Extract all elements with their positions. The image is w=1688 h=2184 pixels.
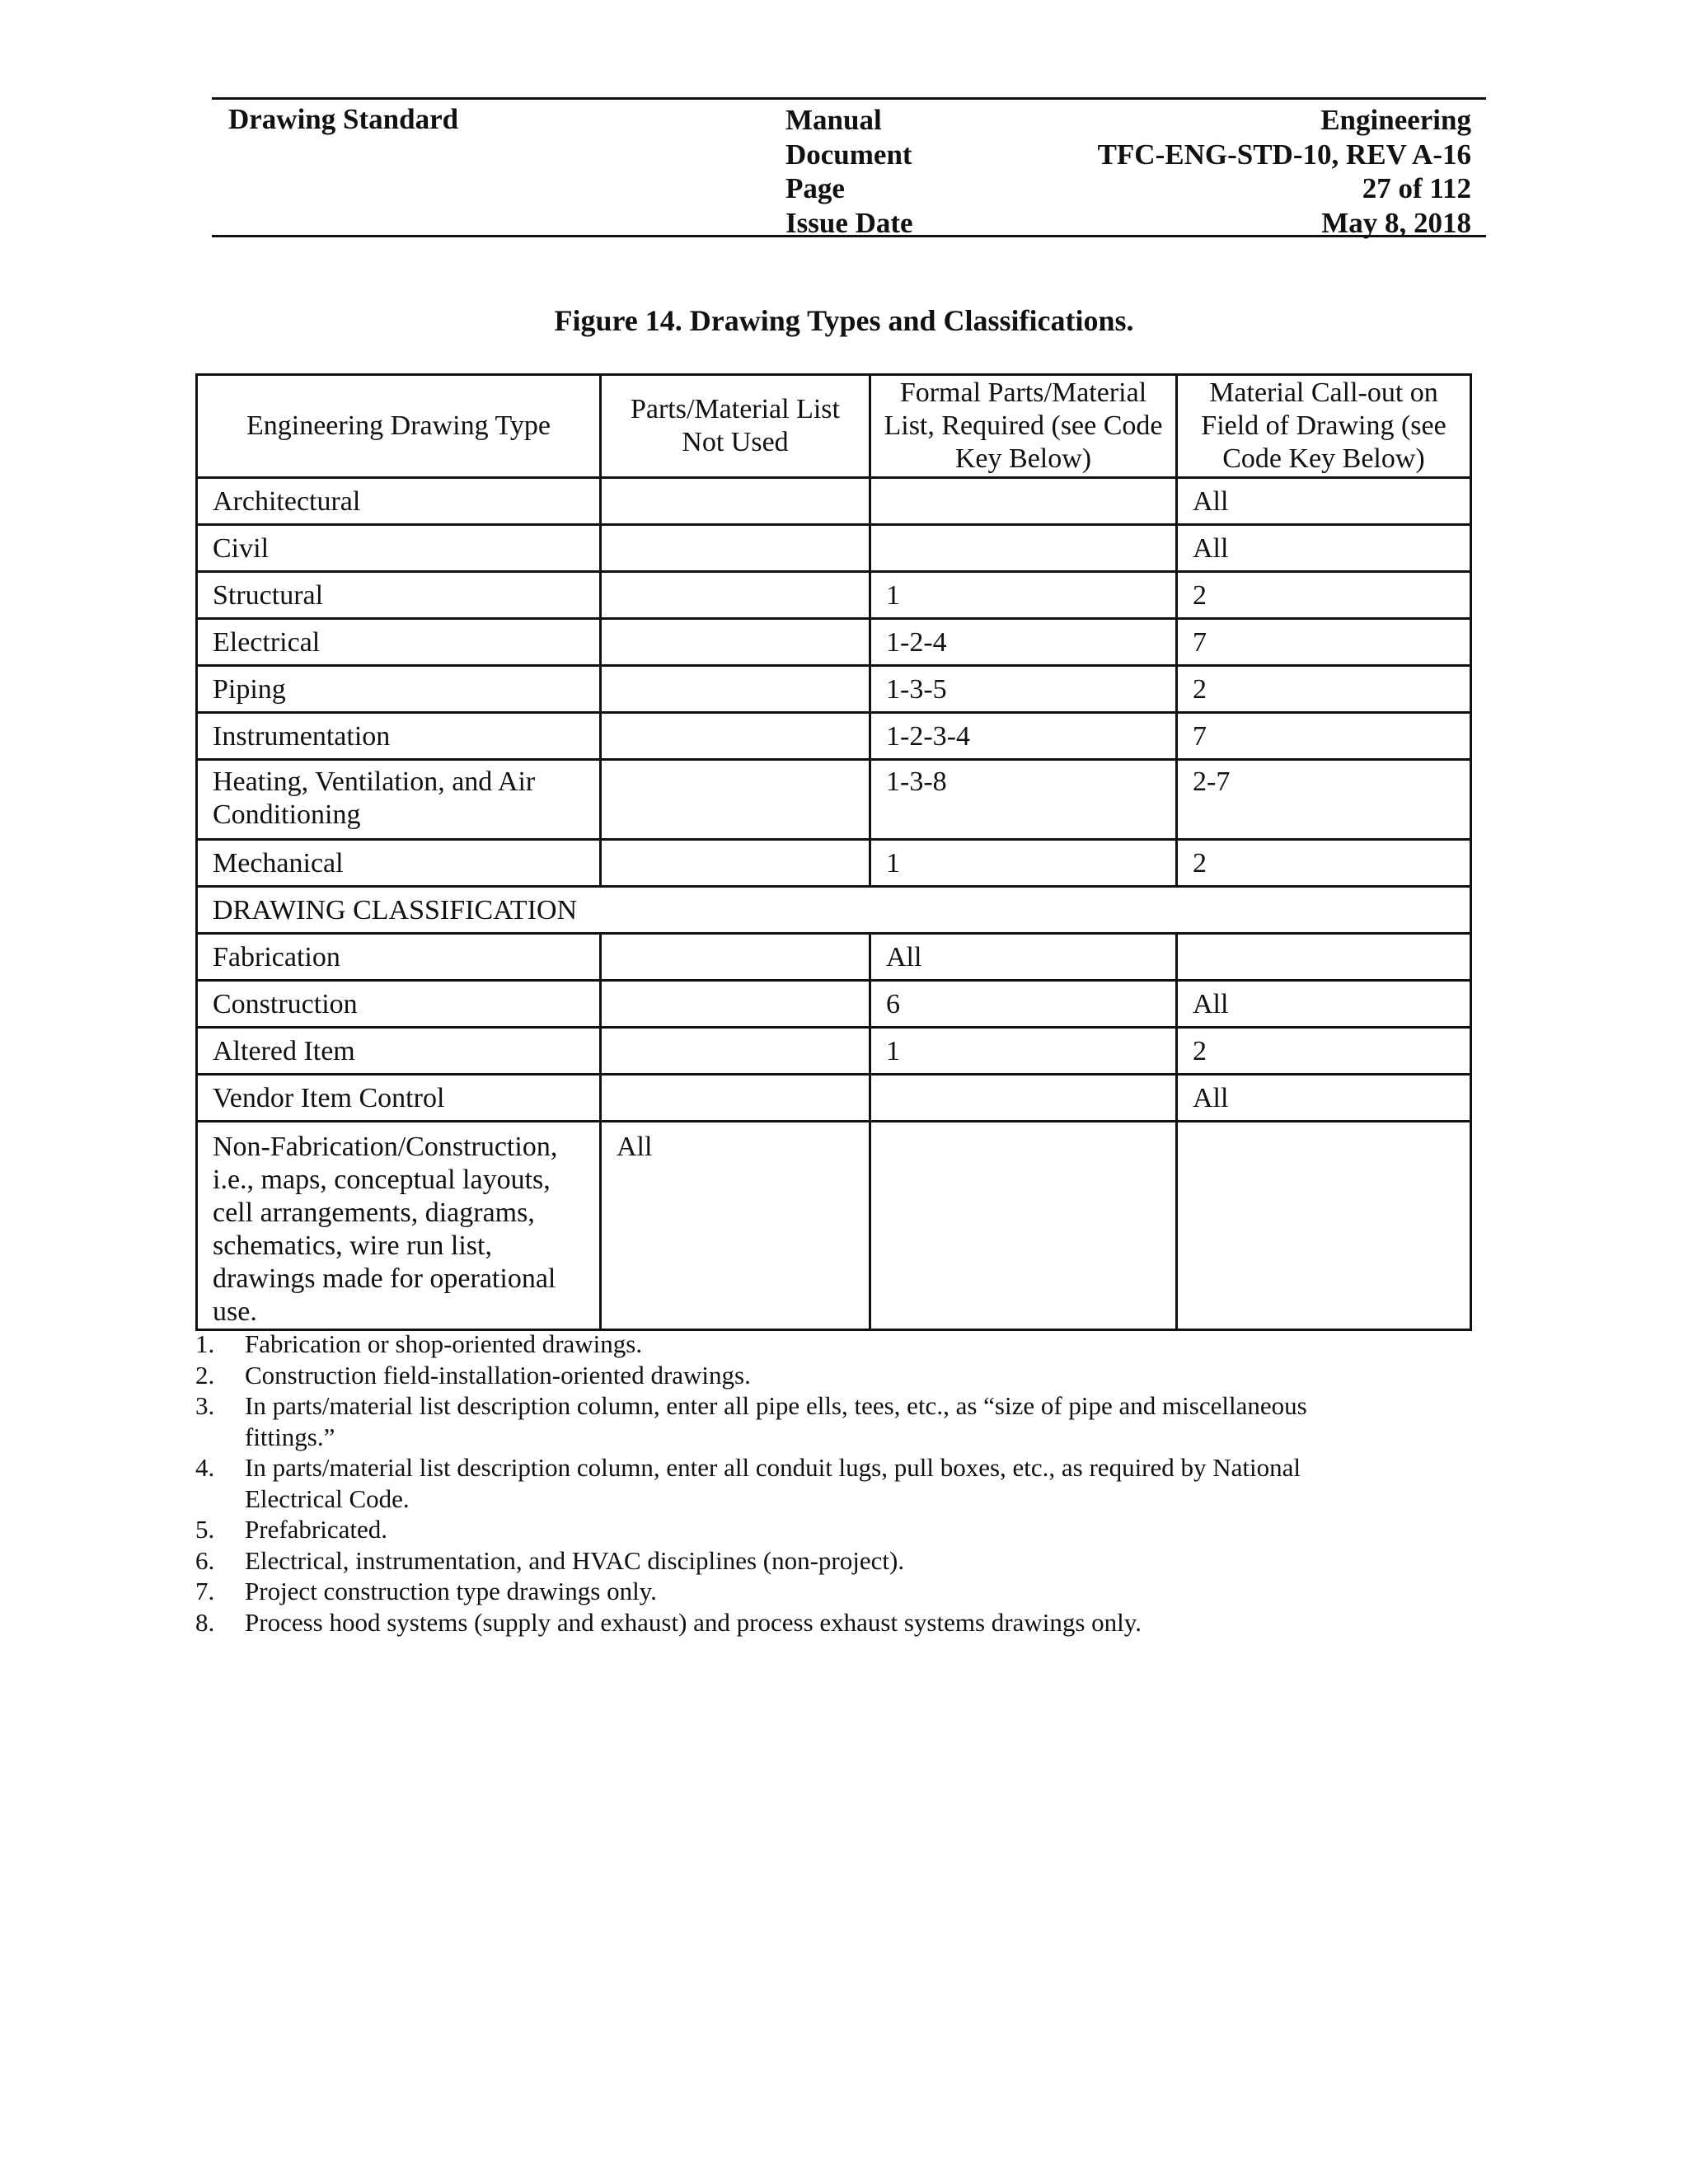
note-text: In parts/material list description column, enter all conduit lugs, pull boxes, etc., as required by National Electrical Code. — [245, 1453, 1301, 1513]
formal-list-cell: 6 — [870, 981, 1177, 1028]
formal-list-cell: 1 — [870, 840, 1177, 887]
list-item — [195, 1576, 1481, 1607]
table-row — [197, 619, 1471, 666]
drawing-type-cell: Construction — [197, 981, 601, 1028]
drawing-type-cell: Civil — [197, 525, 601, 572]
not-used-cell — [601, 525, 870, 572]
note-text: Prefabricated. — [245, 1515, 387, 1544]
not-used-cell — [601, 1075, 870, 1122]
document-header — [212, 97, 1486, 237]
note-number: 8. — [195, 1607, 215, 1637]
header-value-manual: Engineering — [1320, 104, 1471, 136]
formal-list-cell: 1-2-3-4 — [870, 713, 1177, 760]
table-row — [197, 1075, 1471, 1122]
list-item — [195, 1329, 1481, 1360]
table-row — [197, 478, 1471, 525]
note-number: 2. — [195, 1360, 215, 1390]
material-callout-cell: 2 — [1177, 840, 1471, 887]
drawing-type-cell: Instrumentation — [197, 713, 601, 760]
material-callout-cell: 7 — [1177, 713, 1471, 760]
formal-list-cell: 1-3-8 — [870, 760, 1177, 840]
note-number: 4. — [195, 1453, 215, 1482]
header-label-document: Document — [785, 138, 912, 171]
note-text: Project construction type drawings only. — [245, 1577, 657, 1605]
header-value-document: TFC-ENG-STD-10, REV A-16 — [1097, 138, 1471, 171]
list-item — [195, 1360, 1481, 1391]
header-cell-formal-list: Formal Parts/Material List, Required (see Code Key Below) — [870, 375, 1177, 478]
header-label-issue-date: Issue Date — [785, 206, 913, 239]
note-number: 1. — [195, 1329, 215, 1358]
header-cell-not-used: Parts/Material List Not Used — [601, 375, 870, 478]
formal-list-cell — [870, 1075, 1177, 1122]
drawing-type-cell: Fabrication — [197, 934, 601, 981]
drawing-type-cell: Structural — [197, 572, 601, 619]
not-used-cell: All — [601, 1122, 870, 1330]
material-callout-cell — [1177, 1122, 1471, 1330]
formal-list-cell — [870, 1122, 1177, 1330]
list-item — [195, 1607, 1481, 1638]
header-label-manual: Manual — [785, 104, 882, 136]
not-used-cell — [601, 840, 870, 887]
header-value-issue-date: May 8, 2018 — [1321, 206, 1471, 239]
material-callout-cell: 2 — [1177, 572, 1471, 619]
note-text: Electrical, instrumentation, and HVAC disciplines (non-project). — [245, 1545, 905, 1575]
drawing-type-cell: Architectural — [197, 478, 601, 525]
note-number: 7. — [195, 1577, 215, 1605]
note-number: 6. — [195, 1545, 215, 1575]
not-used-cell — [601, 619, 870, 666]
not-used-cell — [601, 934, 870, 981]
formal-list-cell: 1 — [870, 1028, 1177, 1075]
material-callout-cell: All — [1177, 478, 1471, 525]
figure-title: Figure 14. Drawing Types and Classifications. — [554, 304, 1134, 337]
drawing-type-cell: Electrical — [197, 619, 601, 666]
section-row — [197, 887, 1471, 934]
formal-list-cell — [870, 525, 1177, 572]
not-used-cell — [601, 760, 870, 840]
drawing-type-cell: Mechanical — [197, 840, 601, 887]
drawing-type-cell: Piping — [197, 666, 601, 713]
drawing-type-cell: Vendor Item Control — [197, 1075, 601, 1122]
table-row — [197, 1028, 1471, 1075]
formal-list-cell: 1-3-5 — [870, 666, 1177, 713]
table-header-row — [197, 375, 1471, 478]
header-values — [1098, 103, 1471, 240]
formal-list-cell: 1 — [870, 572, 1177, 619]
list-item — [195, 1452, 1481, 1514]
drawing-types-table — [195, 373, 1472, 1331]
drawing-type-cell: Heating, Ventilation, and Air Conditioning — [197, 760, 601, 840]
formal-list-cell: All — [870, 934, 1177, 981]
note-number: 5. — [195, 1515, 215, 1544]
header-cell-material-callout: Material Call-out on Field of Drawing (see Code Key Below) — [1177, 375, 1471, 478]
section-label: DRAWING CLASSIFICATION — [197, 887, 1471, 934]
material-callout-cell: 2-7 — [1177, 760, 1471, 840]
header-cell-drawing-type: Engineering Drawing Type — [197, 375, 601, 478]
note-text: In parts/material list description column, enter all pipe ells, tees, etc., as “size of pipe and miscellaneous fittings.” — [245, 1391, 1307, 1451]
material-callout-cell: 2 — [1177, 666, 1471, 713]
header-labels — [785, 103, 913, 240]
table-row — [197, 840, 1471, 887]
list-item — [195, 1545, 1481, 1577]
table-row — [197, 572, 1471, 619]
header-label-page: Page — [785, 172, 845, 204]
table-row — [197, 981, 1471, 1028]
not-used-cell — [601, 478, 870, 525]
material-callout-cell — [1177, 934, 1471, 981]
material-callout-cell: 7 — [1177, 619, 1471, 666]
note-text: Process hood systems (supply and exhaust) and process exhaust systems drawings only. — [245, 1607, 1142, 1637]
formal-list-cell: 1-2-4 — [870, 619, 1177, 666]
material-callout-cell: All — [1177, 981, 1471, 1028]
not-used-cell — [601, 981, 870, 1028]
table-row — [197, 1122, 1471, 1330]
table-row — [197, 525, 1471, 572]
drawing-type-cell: Non-Fabrication/Construction, i.e., maps, conceptual layouts, cell arrangements, diagrams, schematics, wire run list, drawings made for operational use. — [197, 1122, 601, 1330]
header-title: Drawing Standard — [228, 103, 459, 135]
table-row — [197, 934, 1471, 981]
list-item — [195, 1514, 1481, 1545]
material-callout-cell: 2 — [1177, 1028, 1471, 1075]
not-used-cell — [601, 713, 870, 760]
not-used-cell — [601, 1028, 870, 1075]
material-callout-cell: All — [1177, 1075, 1471, 1122]
table-row — [197, 760, 1471, 840]
material-callout-cell: All — [1177, 525, 1471, 572]
code-key-notes — [195, 1329, 1481, 1638]
header-value-page: 27 of 112 — [1362, 172, 1471, 204]
not-used-cell — [601, 666, 870, 713]
table-row — [197, 666, 1471, 713]
note-text: Fabrication or shop-oriented drawings. — [245, 1329, 643, 1358]
not-used-cell — [601, 572, 870, 619]
formal-list-cell — [870, 478, 1177, 525]
note-text: Construction field-installation-oriented drawings. — [245, 1360, 751, 1390]
drawing-type-cell: Altered Item — [197, 1028, 601, 1075]
list-item — [195, 1390, 1481, 1452]
table-row — [197, 713, 1471, 760]
note-number: 3. — [195, 1391, 215, 1420]
